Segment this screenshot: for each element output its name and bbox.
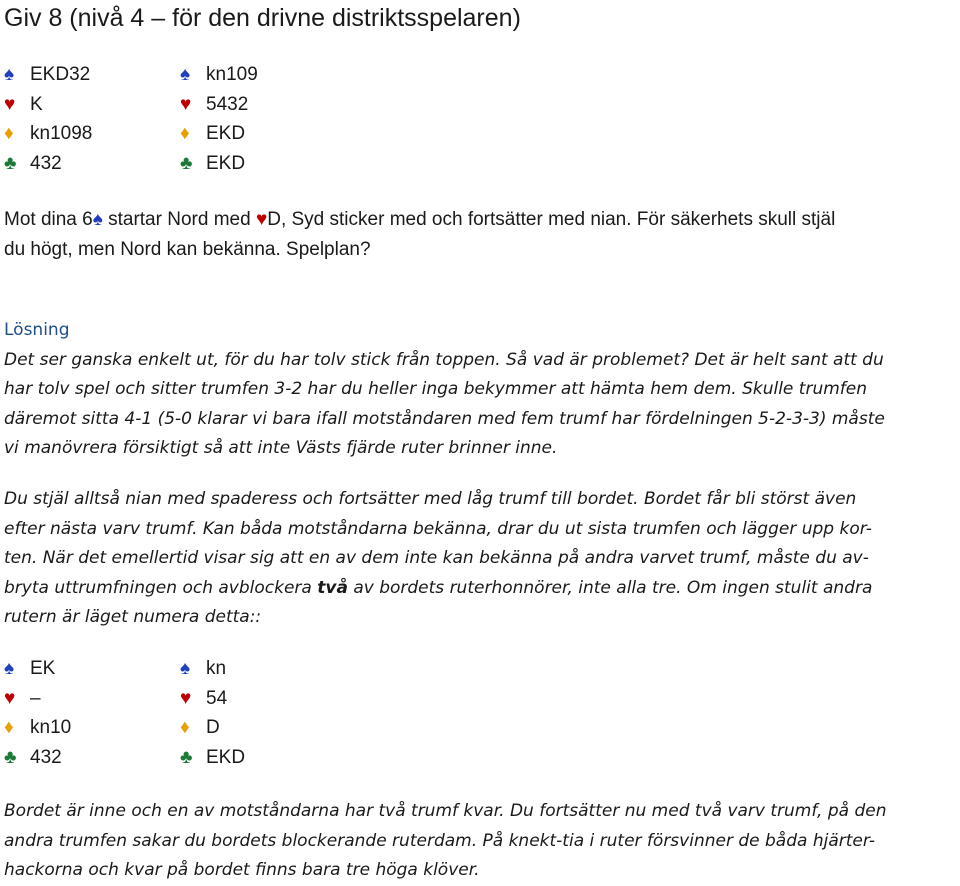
solution-line-3: däremot sitta 4-1 (5-0 klarar vi bara ifall motståndaren med fem trumf har fördelningen 5-2-3-3) måste (4, 408, 885, 429)
left-spades-cards: EKD32 (30, 64, 91, 85)
club-icon: ♣ (180, 746, 193, 768)
problem-part-1: Mot dina 6 (4, 209, 93, 230)
solution-heading: Lösning (4, 320, 70, 340)
spade-icon: ♠ (4, 64, 15, 85)
left-spades-cards: EK (30, 658, 56, 679)
heart-icon: ♥ (255, 209, 268, 230)
plan-line-4-bold: två (317, 577, 348, 598)
clubs-row (4, 149, 380, 179)
plan-line-4c: av bordets ruterhonnörer, inte alla tre. Om ingen stulit andra (347, 577, 873, 598)
spade-icon: ♠ (4, 658, 15, 679)
final-block (4, 797, 960, 886)
solution-line-1: Det ser ganska enkelt ut, för du har tolv stick från toppen. Så vad är problemet? Det är helt sant att du (4, 349, 884, 370)
right-hearts (180, 684, 380, 714)
plan-line-2: efter nästa varv trumf. Kan båda motståndarna bekänna, drar du ut sista trumfen och lägger upp kor- (4, 518, 872, 539)
right-diamonds (180, 713, 380, 743)
left-diamonds (4, 119, 180, 149)
right-clubs (180, 149, 380, 179)
diamond-icon: ♦ (4, 123, 14, 144)
diamond-icon: ♦ (180, 717, 190, 738)
plan-line-1: Du stjäl alltså nian med spaderess och fortsätter med låg trumf till bordet. Bordet får bli störst även (4, 489, 857, 509)
plan-block (4, 485, 960, 633)
solution-line-4: vi manövrera försiktigt så att inte Västs fjärde ruter brinner inne. (4, 438, 558, 458)
problem-text (4, 205, 954, 264)
right-spades (180, 60, 380, 90)
right-spades-cards: kn (206, 658, 227, 679)
diamond-icon: ♦ (4, 717, 14, 738)
left-hearts (4, 684, 180, 714)
hand-diagram-1 (4, 60, 380, 178)
spade-icon: ♠ (180, 64, 191, 85)
spades-row (4, 654, 380, 684)
spades-row (4, 60, 380, 90)
left-diamonds-cards: kn10 (30, 717, 72, 738)
right-hearts (180, 90, 380, 120)
left-hearts-cards: – (30, 687, 41, 709)
problem-part-3: D, Syd sticker med och fortsätter med nian. För säkerhets skull stjäl (267, 209, 836, 230)
diamonds-row (4, 119, 380, 149)
right-clubs-cards: EKD (206, 746, 246, 768)
right-clubs-cards: EKD (206, 152, 246, 174)
clubs-row (4, 743, 380, 773)
left-spades (4, 654, 180, 684)
solution-block (4, 316, 960, 464)
club-icon: ♣ (4, 746, 17, 768)
club-icon: ♣ (180, 152, 193, 174)
left-diamonds-cards: kn1098 (30, 123, 93, 144)
heart-icon: ♥ (180, 687, 192, 709)
left-hearts (4, 90, 180, 120)
right-clubs (180, 743, 380, 773)
right-spades (180, 654, 380, 684)
right-spades-cards: kn109 (206, 64, 258, 85)
right-diamonds-cards: EKD (206, 123, 246, 144)
solution-line-2: har tolv spel och sitter trumfen 3-2 har du heller inga bekymmer att hämta hem dem. Skulle trumfen (4, 379, 867, 399)
hearts-row (4, 90, 380, 120)
left-clubs (4, 149, 180, 179)
club-icon: ♣ (4, 152, 17, 174)
final-line-2: andra trumfen sakar du bordets blockerande ruterdam. På knekt-tia i ruter försvinner de båda hjärter- (4, 830, 876, 851)
problem-part-2: startar Nord med (102, 209, 256, 230)
left-clubs-cards: 432 (30, 152, 62, 174)
plan-line-5: rutern är läget numera detta:: (4, 607, 262, 627)
heart-icon: ♥ (180, 93, 192, 115)
left-clubs (4, 743, 180, 773)
plan-line-3: ten. När det emellertid visar sig att en av dem inte kan bekänna på andra varvet trumf, måste du av- (4, 548, 869, 568)
left-spades (4, 60, 180, 90)
hand-diagram-2 (4, 654, 380, 772)
page-title: Giv 8 (nivå 4 – för den drivne distriktsspelaren) (4, 4, 521, 32)
spade-icon: ♠ (180, 658, 191, 679)
right-hearts-cards: 5432 (206, 93, 249, 115)
problem-line-1 (4, 205, 954, 235)
plan-line-4 (4, 574, 960, 604)
problem-line-2: du högt, men Nord kan bekänna. Spelplan? (4, 238, 371, 260)
final-line-3: hackorna och kvar på bordet finns bara tre höga klöver. (4, 860, 480, 880)
plan-line-4a: bryta uttrumfningen och avblockera (4, 577, 318, 598)
right-diamonds-cards: D (206, 717, 220, 738)
heart-icon: ♥ (4, 93, 16, 115)
heart-icon: ♥ (4, 687, 16, 709)
spade-icon: ♠ (92, 209, 103, 230)
right-hearts-cards: 54 (206, 687, 228, 709)
diamond-icon: ♦ (180, 123, 190, 144)
left-hearts-cards: K (30, 93, 43, 115)
final-line-1: Bordet är inne och en av motståndarna har två trumf kvar. Du fortsätter nu med två varv trumf, på den (4, 801, 887, 821)
diamonds-row (4, 713, 380, 743)
hearts-row (4, 684, 380, 714)
left-clubs-cards: 432 (30, 746, 62, 768)
right-diamonds (180, 119, 380, 149)
left-diamonds (4, 713, 180, 743)
